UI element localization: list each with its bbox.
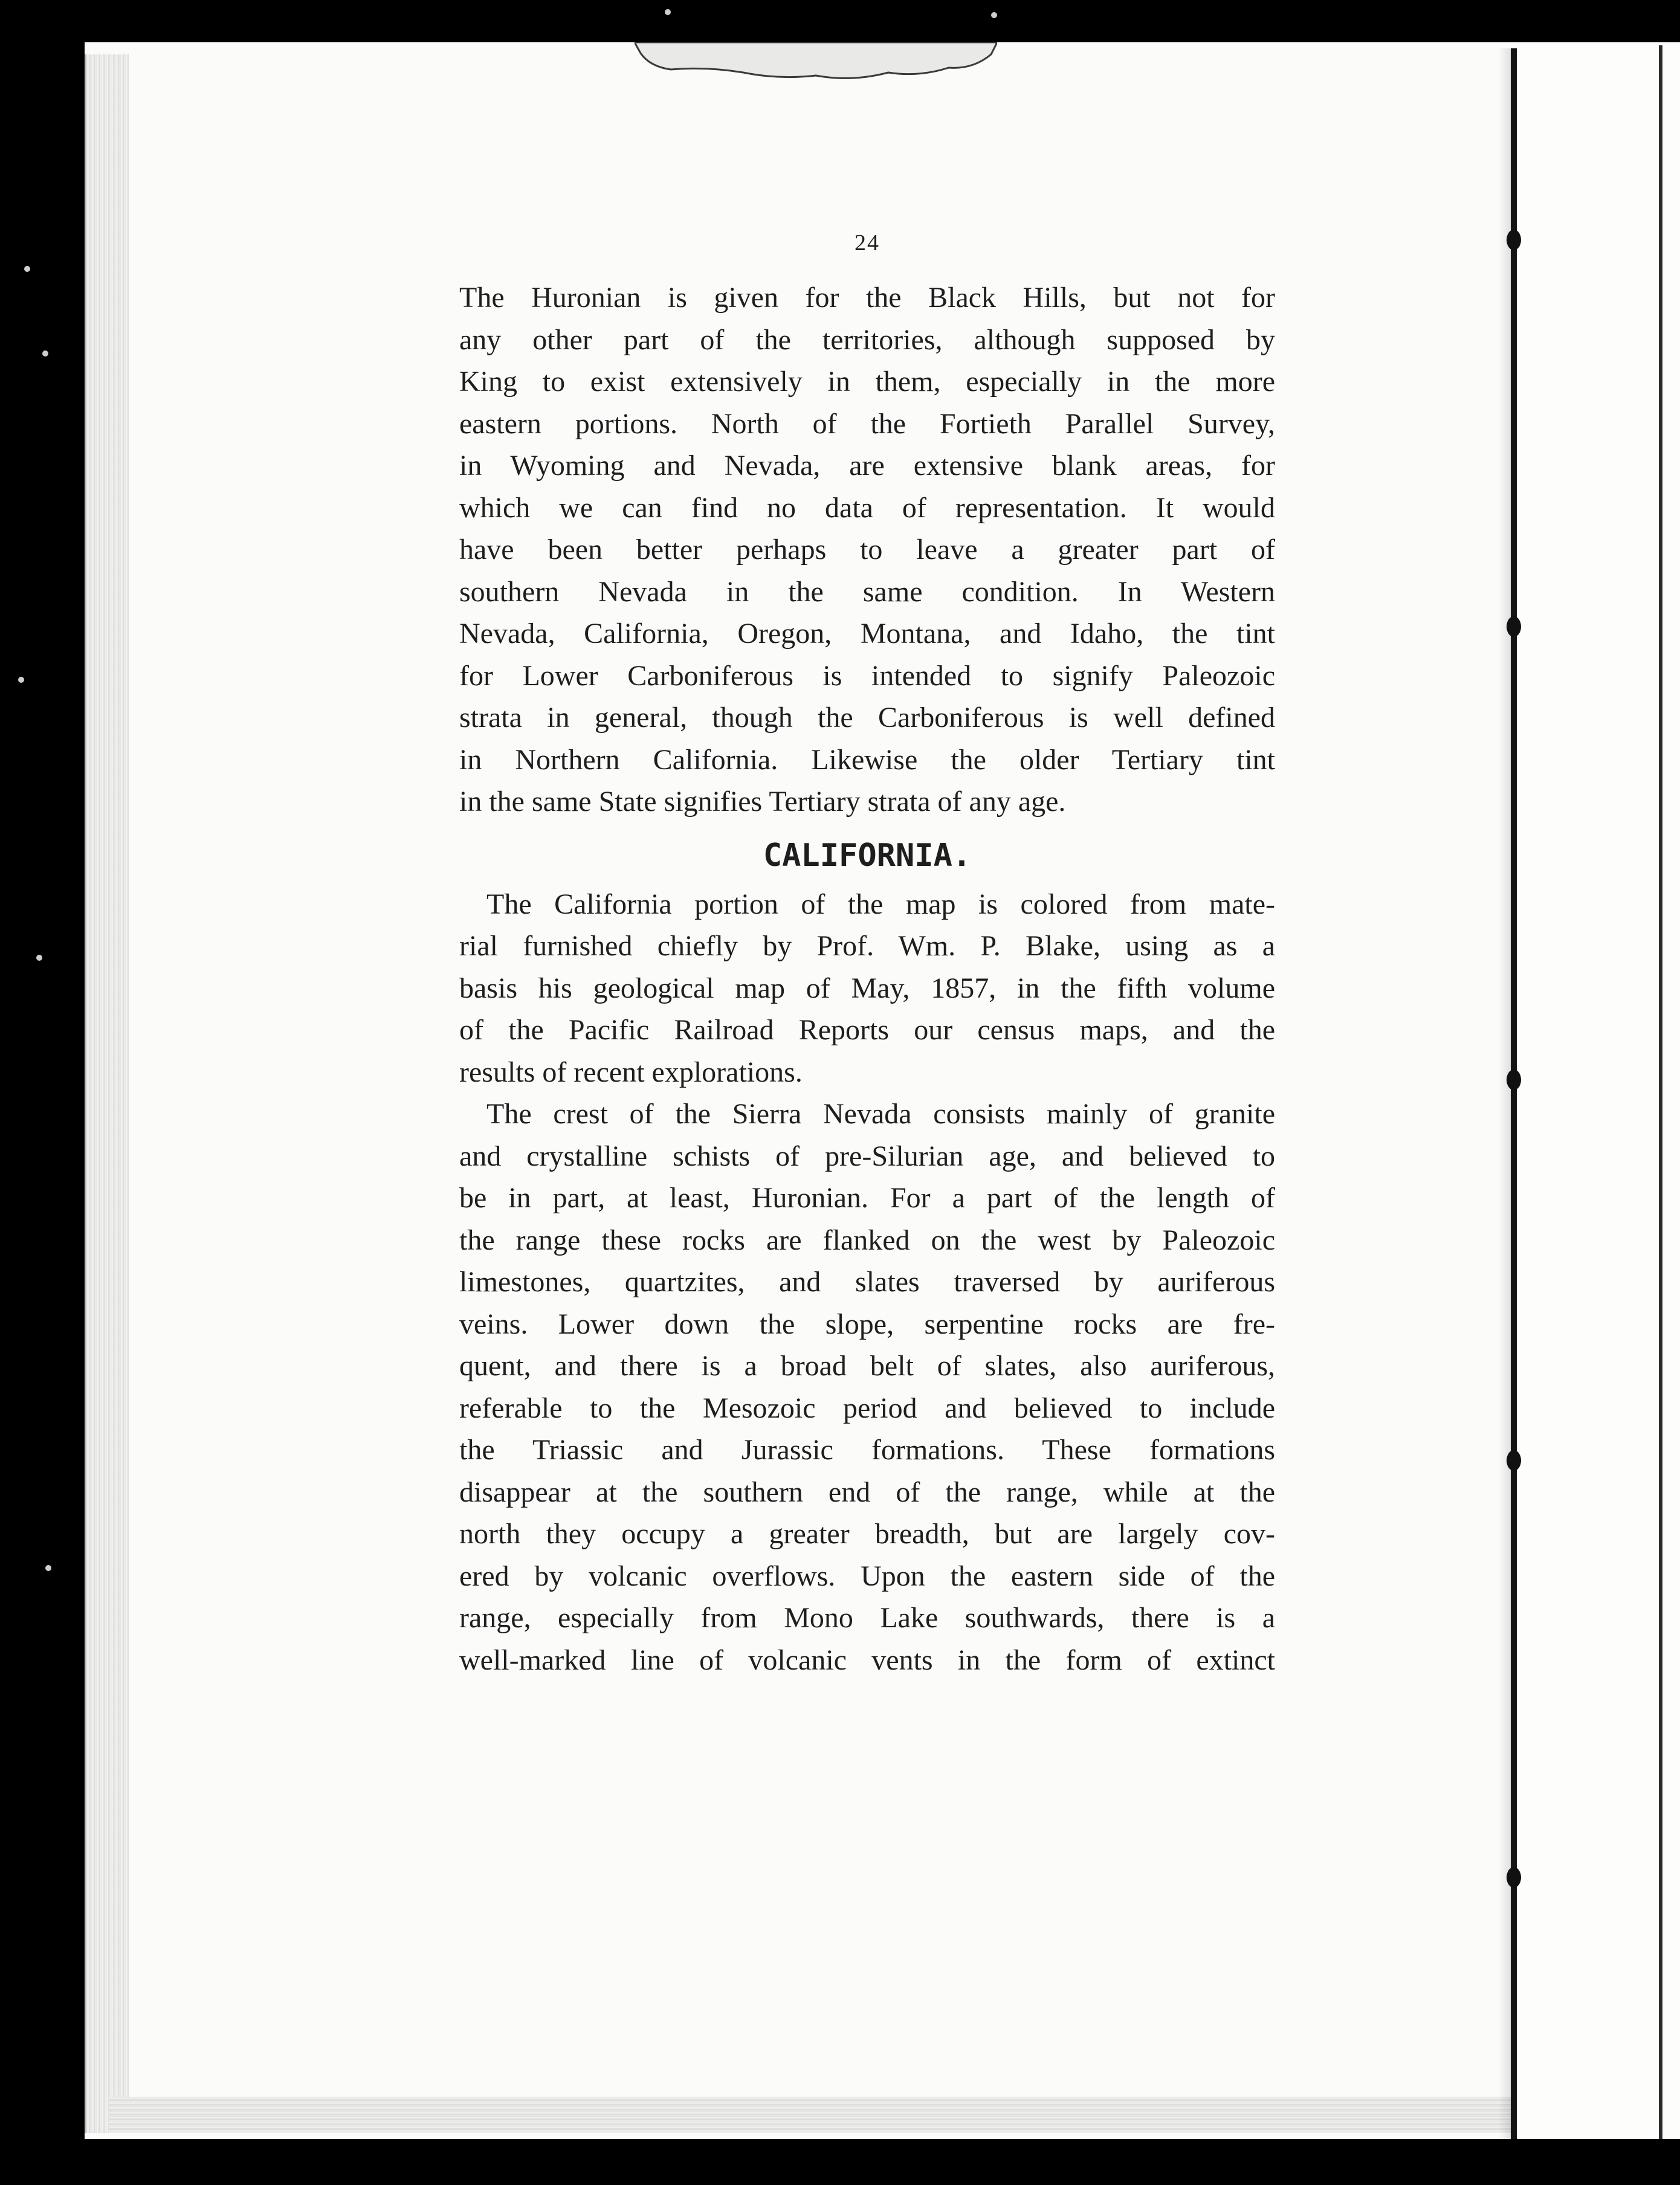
text-line: have been better perhaps to leave a greater part of	[459, 534, 1275, 566]
text-line: strata in general, though the Carboniferous is well defined	[459, 702, 1275, 734]
text-line: quent, and there is a broad belt of slates, also auriferous,	[459, 1350, 1275, 1382]
text-line: The California portion of the map is colored from mate-	[486, 888, 1275, 920]
facing-page-edge	[1659, 45, 1662, 2139]
paragraph-huronian	[459, 277, 1275, 823]
binding-gutter	[1511, 48, 1517, 2139]
paragraph-california-map	[459, 883, 1275, 1094]
text-line: of the Pacific Railroad Reports our census maps, and the	[459, 1014, 1275, 1046]
page-number: 24	[855, 230, 880, 256]
text-line: for Lower Carboniferous is intended to signify Paleozoic	[459, 659, 1275, 692]
margin-speck	[665, 9, 671, 15]
text-line: any other part of the territories, although supposed by	[459, 323, 1275, 356]
text-line: the range these rocks are flanked on the west by Paleozoic	[459, 1224, 1275, 1256]
text-line: eastern portions. North of the Fortieth Parallel Survey,	[459, 407, 1275, 440]
paragraph-sierra-nevada	[459, 1093, 1275, 1681]
section-heading: CALIFORNIA.	[763, 837, 972, 874]
text-column	[459, 230, 1275, 1681]
text-line: well-marked line of volcanic vents in the form of extinct	[459, 1644, 1275, 1676]
margin-speck	[42, 350, 48, 357]
gutter-shadow	[1499, 48, 1512, 2139]
text-line: in Wyoming and Nevada, are extensive blank areas, for	[459, 450, 1275, 482]
binding-stitch	[1507, 1867, 1521, 1888]
text-line: Nevada, California, Oregon, Montana, and Idaho, the tint	[459, 618, 1275, 650]
text-line: referable to the Mesozoic period and believed to include	[459, 1392, 1275, 1424]
torn-paper-edge	[635, 42, 997, 85]
text-line: which we can find no data of representation. It would	[459, 491, 1275, 524]
text-line: north they occupy a greater breadth, but are largely cov-	[459, 1518, 1275, 1550]
binding-stitch	[1507, 230, 1521, 250]
page-bottom-edges	[109, 2097, 1511, 2133]
text-line: ered by volcanic overflows. Upon the eastern side of the	[459, 1560, 1275, 1592]
page-leaf-edges	[85, 54, 129, 2133]
text-line: southern Nevada in the same condition. In Western	[459, 575, 1275, 608]
binding-stitch	[1507, 1450, 1521, 1471]
text-line: in the same State signifies Tertiary strata of any age.	[459, 786, 1066, 818]
text-line: rial furnished chiefly by Prof. Wm. P. Blake, using as a	[459, 930, 1275, 962]
margin-speck	[24, 266, 30, 272]
text-line: basis his geological map of May, 1857, in the fifth volume	[459, 972, 1275, 1004]
margin-speck	[36, 955, 42, 961]
text-line: The Huronian is given for the Black Hills, but not for	[459, 282, 1275, 314]
text-line: and crystalline schists of pre-Silurian age, and believed to	[459, 1140, 1275, 1172]
text-line: results of recent explorations.	[459, 1056, 803, 1088]
text-line: veins. Lower down the slope, serpentine rocks are fre-	[459, 1308, 1275, 1340]
text-line: The crest of the Sierra Nevada consists mainly of granite	[486, 1098, 1275, 1130]
margin-speck	[991, 12, 997, 18]
facing-page	[1517, 45, 1680, 2139]
text-line: limestones, quartzites, and slates traversed by auriferous	[459, 1266, 1275, 1298]
text-line: range, especially from Mono Lake southwards, there is a	[459, 1602, 1275, 1634]
binding-stitch	[1507, 1070, 1521, 1090]
text-line: be in part, at least, Huronian. For a part of the length of	[459, 1182, 1275, 1214]
binding-stitch	[1507, 616, 1521, 637]
margin-speck	[45, 1565, 51, 1571]
margin-speck	[18, 677, 24, 683]
text-line: in Northern California. Likewise the older Tertiary tint	[459, 743, 1275, 776]
text-line: disappear at the southern end of the range, while at the	[459, 1476, 1275, 1508]
text-line: King to exist extensively in them, especially in the more	[459, 366, 1275, 398]
text-line: the Triassic and Jurassic formations. These formations	[459, 1434, 1275, 1466]
